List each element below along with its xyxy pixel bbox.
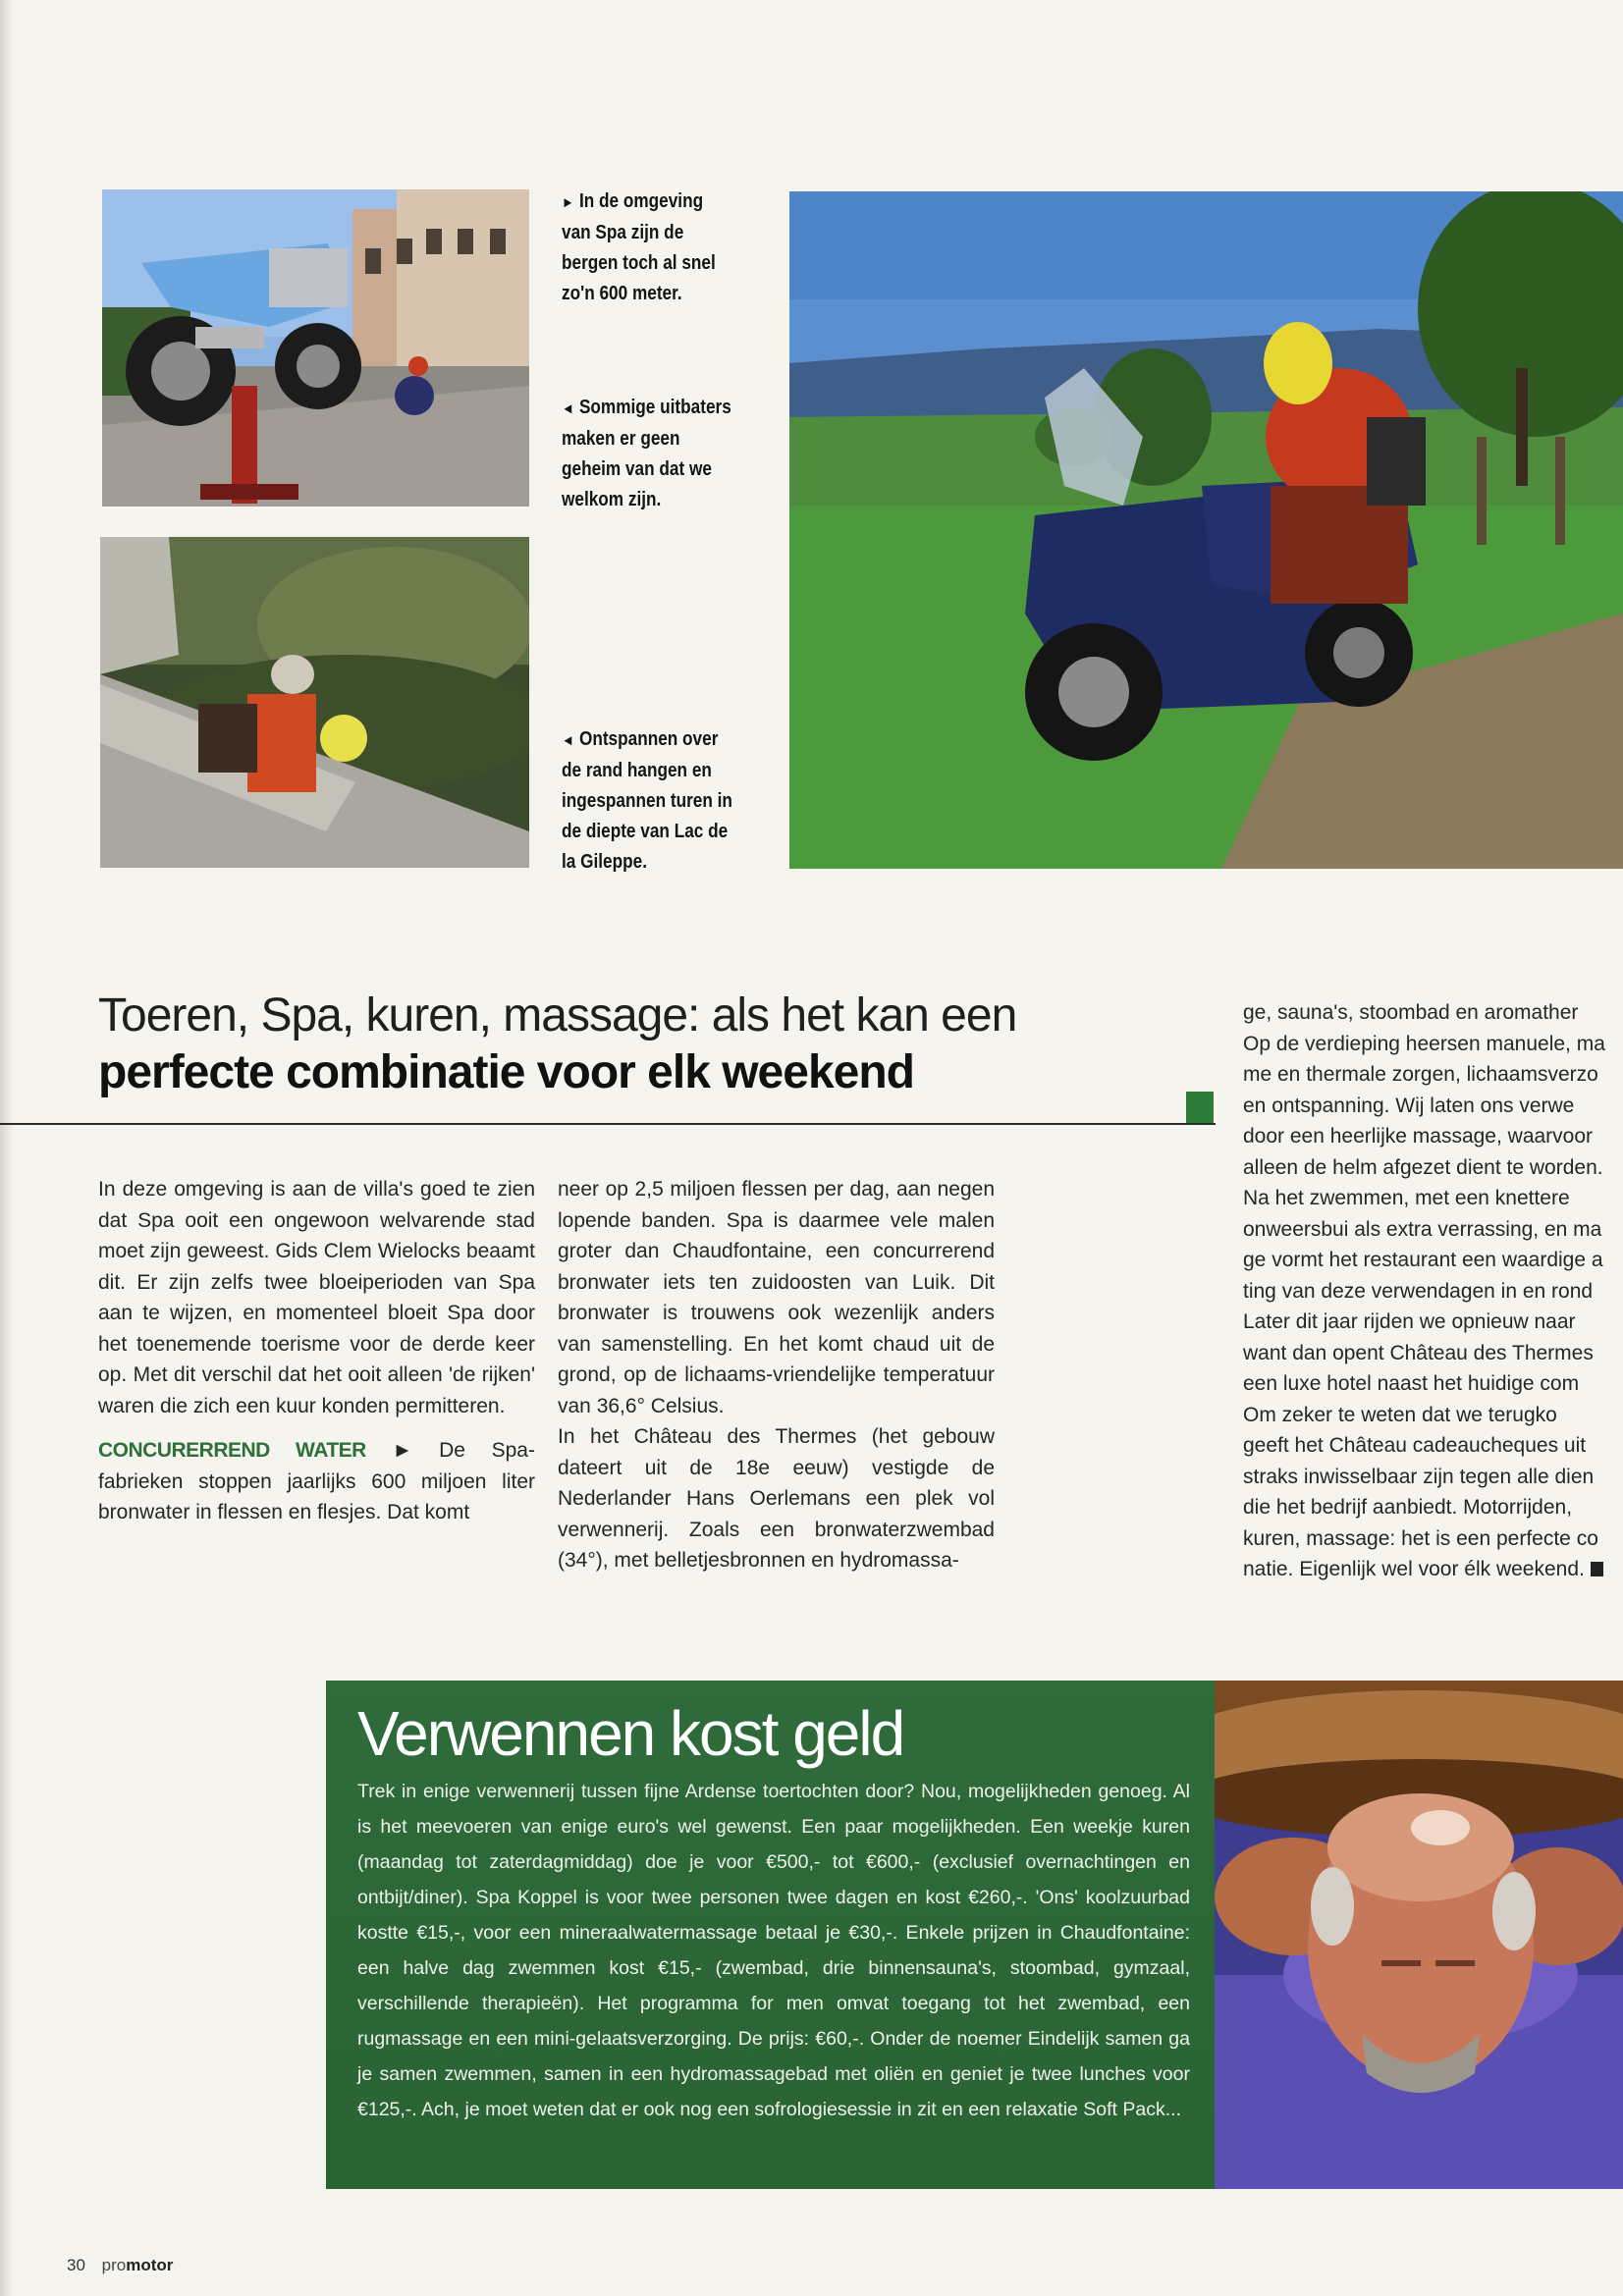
- subhead-concurrerend-water: CONCURERREND WATER: [98, 1439, 366, 1462]
- col3-line: door een heerlijke massage, waarvoor: [1243, 1125, 1594, 1148]
- col3-line: alleen de helm afgezet dient te worden.: [1243, 1155, 1603, 1179]
- article-headline: [98, 988, 1217, 1101]
- col3-line: ting van deze verwendagen in en rond: [1243, 1279, 1594, 1303]
- col3-line: me en thermale zorgen, lichaamsverzo: [1243, 1063, 1598, 1086]
- col3-line: straks inwisselbaar zijn tegen alle dien: [1243, 1465, 1595, 1488]
- page-number: 30: [67, 2256, 85, 2274]
- headline-line-2: perfecte combinatie voor elk weekend: [98, 1046, 914, 1098]
- subhead-arrow-icon: ►: [392, 1439, 413, 1462]
- col2-paragraph-2: In het Château des Thermes (het gebouw dateert uit de 18e eeuw) vestigde de Nederlander Hans Oerlemans een plek vol verwennerij. Zoals een bronwaterzwembad (34°), met belletjesbronnen en hydromassa-: [558, 1425, 995, 1572]
- sidebar-box-verwennen: [326, 1681, 1215, 2189]
- photo-lac-de-la-gileppe: [100, 537, 529, 868]
- col3-line: Op de verdieping heersen manuele, ma: [1243, 1032, 1605, 1055]
- caption-gileppe: ◄ Ontspannen over de rand hangen en ingespannen turen in de diepte van Lac de la Gileppe.: [562, 728, 732, 873]
- col3-line: kuren, massage: het is een perfecte co: [1243, 1526, 1598, 1550]
- article-column-3-cropped: [1243, 997, 1623, 1585]
- headline-rule: [0, 1123, 1216, 1125]
- col1-paragraph-1: In deze omgeving is aan de villa's goed te zien dat Spa ooit een ongewoon welvarende stad moet zijn geweest. Gids Clem Wielocks beaamt dit. Er zijn zelfs twee bloeiperioden van Spa aan te wijzen, en momenteel bloeit Spa door het toenemende toerisme voor de derde keer op. Met dit verschil dat het ooit alleen 'de rijken' waren die zich een kuur konden permitteren.: [98, 1178, 535, 1417]
- col3-line: onweersbui als extra verrassing, en ma: [1243, 1217, 1602, 1241]
- col3-line: geeft het Château cadeaucheques uit: [1243, 1434, 1587, 1457]
- col3-line: want dan opent Château des Thermes: [1243, 1341, 1594, 1364]
- col3-line: en ontspanning. Wij laten ons verwe: [1243, 1094, 1575, 1117]
- page-binding-shadow: [0, 0, 14, 2296]
- box-body: Trek in enige verwennerij tussen fijne Ardense toertochten door? Nou, mogelijkheden genoeg. Al is het meevoeren van enige euro's wel gewenst. Een paar mogelijkheden. Een weekje kuren (maandag tot zaterdagmiddag) doe je voor €500,- tot €600,- (exclusief overnachtingen en ontbijt/diner). Spa Koppel is voor twee personen twee dagen en kost €260,-. 'Ons' koolzuurbad kostte €15,-, voor een mineraalwatermassage betaal je €30,-. Enkele prijzen in Chaudfontaine: een halve dag zwemmen kost €15,- (zwembad, drie binnensauna's, stoombad, gymzaal, verschillende therapieën). Het programma for men omvat toegang tot het zwembad, een rugmassage en een mini-gelaatsverzorging. De prijs: €60,-. Onder de noemer Eindelijk samen ga je samen zwemmen, samen in een hydromassagebad met oliën en geniet je twee lunches voor €125,-. Ach, je moet weten dat er ook nog een sofrologiesessie in zit en een relaxatie Soft Pack...: [357, 1781, 1190, 2120]
- page-folio: [67, 2256, 173, 2275]
- caption-arrow-left-icon: ◄: [562, 400, 574, 417]
- headline-green-square: [1186, 1092, 1214, 1123]
- article-column-1: [98, 1174, 535, 1528]
- col3-line: Na het zwemmen, met een knettere: [1243, 1187, 1570, 1209]
- caption-arrow-right-icon: ►: [562, 194, 574, 211]
- col1-paragraph-2: CONCURERREND WATER ► De Spa-fabrieken stoppen jaarlijks 600 miljoen liter bronwater in flessen en flesjes. Dat komt: [98, 1439, 535, 1523]
- headline-line-1: Toeren, Spa, kuren, massage: als het kan een: [98, 989, 1017, 1041]
- article-end-mark-icon: [1591, 1562, 1603, 1576]
- col3-line: ge, sauna's, stoombad en aromather: [1243, 1001, 1579, 1024]
- col3-line: natie. Eigenlijk wel voor élk weekend.: [1243, 1554, 1623, 1585]
- col3-line: een luxe hotel naast het huidige com: [1243, 1372, 1580, 1395]
- box-title: Verwennen kost geld: [357, 1698, 904, 1769]
- col3-line: Om zeker te weten dat we terugko: [1243, 1403, 1557, 1426]
- col3-line: ge vormt het restaurant een waardige a: [1243, 1249, 1603, 1271]
- article-column-2: [558, 1174, 995, 1576]
- col2-paragraph-1: neer op 2,5 miljoen flessen per dag, aan negen lopende banden. Spa is daarmee vele malen groter dan Chaudfontaine, een concurrerend bronwater iets ten zuidoosten van Luik. Dit bronwater is trouwens ook wezenlijk anders van samenstelling. En het komt chaud uit de grond, op de lichaams-vriendelijke temperatuur van 36,6° Celsius.: [558, 1178, 995, 1417]
- col3-line: die het bedrijf aanbiedt. Motorrijden,: [1243, 1496, 1573, 1519]
- caption-mountains: ► In de omgeving van Spa zijn de bergen toch al snel zo'n 600 meter.: [562, 190, 716, 304]
- photo-motorcycle-sculpture: [102, 189, 529, 507]
- photo-scooter-rider-meadow: [789, 191, 1623, 869]
- caption-welcome: ◄ Sommige uitbaters maken er geen geheim van dat we welkom zijn.: [562, 397, 731, 510]
- magazine-logo: promotor: [101, 2256, 174, 2274]
- caption-arrow-left-icon: ◄: [562, 732, 574, 749]
- col3-line: Later dit jaar rijden we opnieuw naar: [1243, 1310, 1576, 1333]
- photo-man-in-bath: [1215, 1681, 1623, 2189]
